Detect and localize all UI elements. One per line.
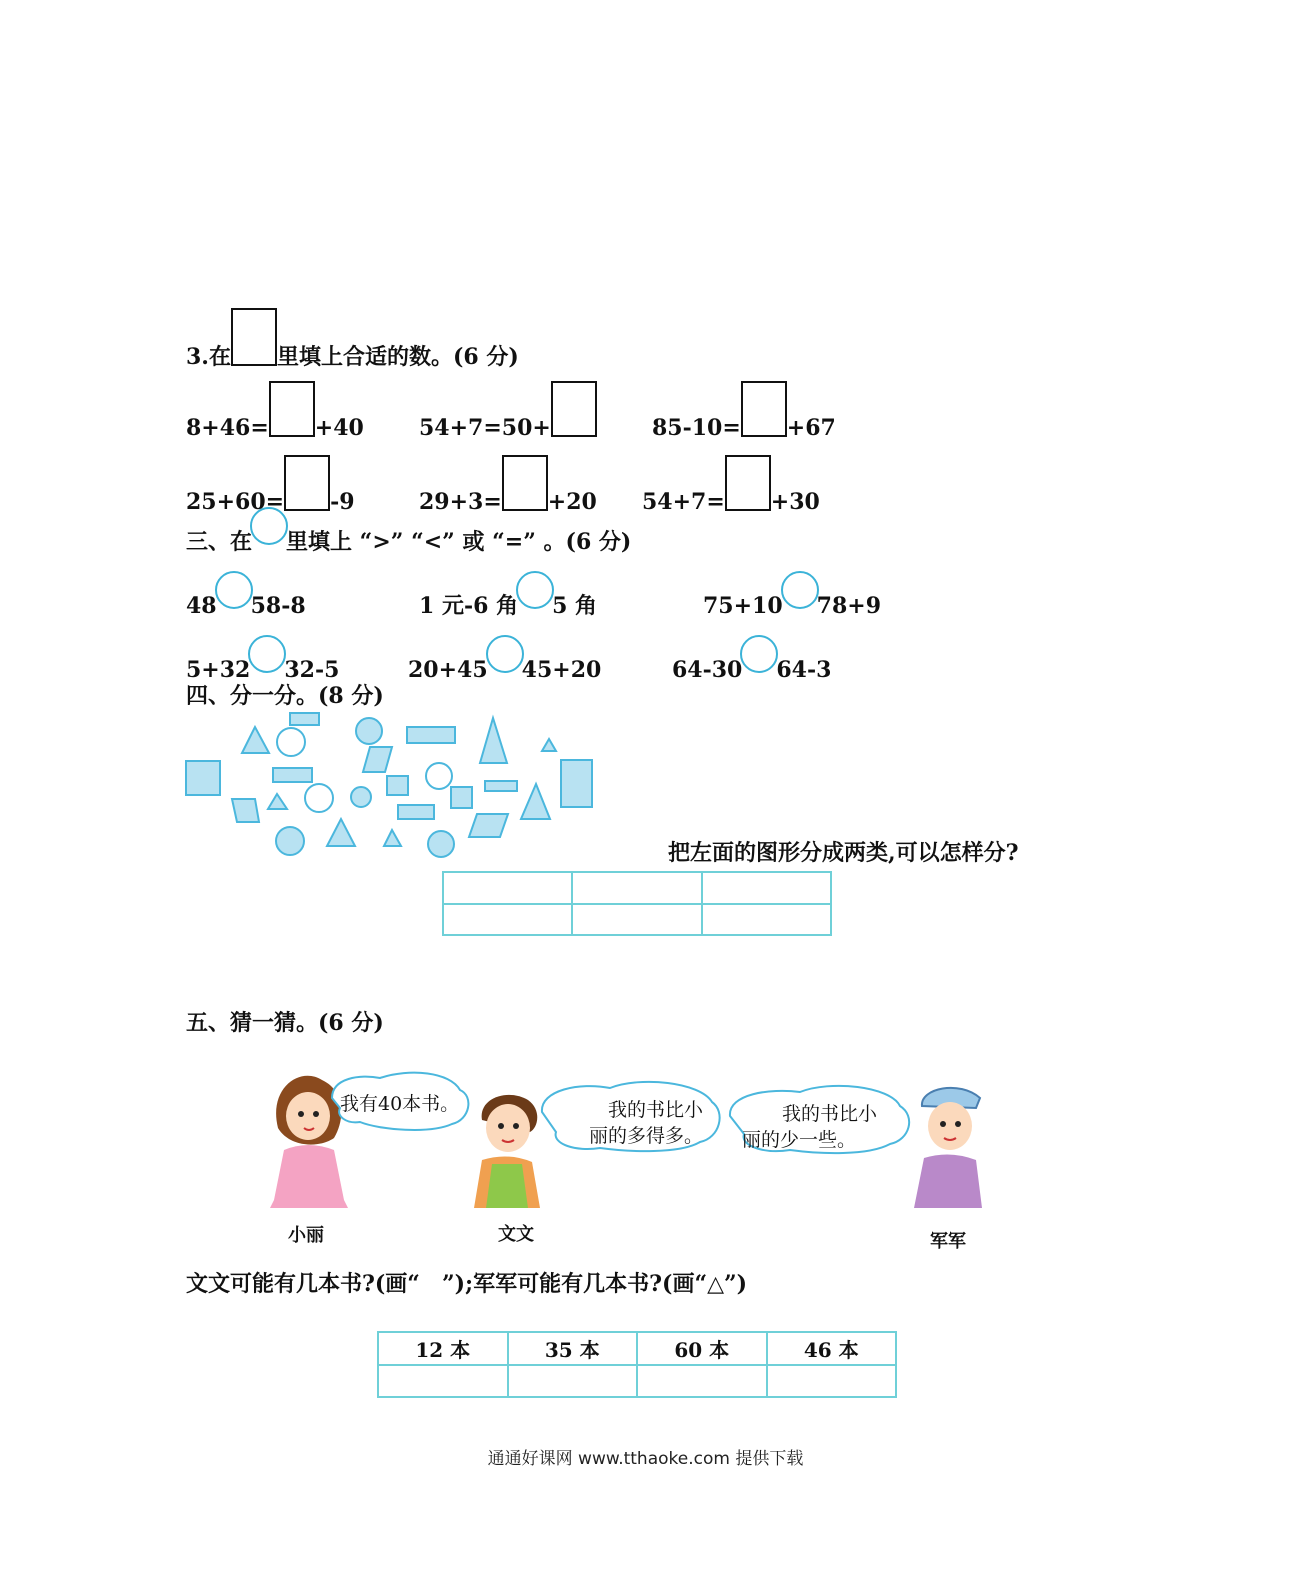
footer-credit: 通通好课网 www.tthaoke.com 提供下载 xyxy=(487,1449,804,1469)
sort-cell[interactable] xyxy=(702,872,831,904)
rectangle-shape xyxy=(451,787,472,808)
circle-shape xyxy=(428,831,454,857)
sort-cell[interactable] xyxy=(702,904,831,936)
shapes-cluster xyxy=(180,705,610,865)
junjun-figure xyxy=(914,1088,982,1208)
q3-title-prefix: 3.在 xyxy=(186,344,231,370)
option-cell: 35 本 xyxy=(508,1332,638,1365)
compare-circle[interactable] xyxy=(248,635,286,673)
answer-box[interactable] xyxy=(502,455,548,511)
q3-item: 25+60= -9 xyxy=(186,455,355,513)
speech-junjun: 我的书比小 丽的少一些。 xyxy=(742,1103,878,1151)
sort-cell[interactable] xyxy=(443,904,572,936)
name-junjun: 军军 xyxy=(930,1231,966,1252)
mark-cell[interactable] xyxy=(767,1365,897,1397)
rectangle-shape xyxy=(290,713,319,725)
q3-item: 54+7=50+ xyxy=(419,381,597,439)
sort-table xyxy=(442,871,832,936)
rectangle-shape xyxy=(387,776,408,795)
compare-circle[interactable] xyxy=(516,571,554,609)
name-wenwen: 文文 xyxy=(498,1224,534,1245)
triangle-shape xyxy=(384,830,401,846)
circle-shape xyxy=(277,728,305,756)
answer-box[interactable] xyxy=(741,381,787,437)
answer-box-sample xyxy=(231,308,277,366)
mark-cell[interactable] xyxy=(637,1365,767,1397)
s3-item: 48 58-8 xyxy=(186,571,306,617)
circle-shape xyxy=(356,718,382,744)
rectangle-shape xyxy=(273,768,312,782)
s4-title: 四、分一分。(8 分) xyxy=(186,683,384,709)
s3-title: 三、在 里填上 “>” “<” 或 “=” 。(6 分) xyxy=(186,507,631,553)
answer-box[interactable] xyxy=(269,381,315,437)
compare-circle-sample xyxy=(250,507,288,545)
wenwen-figure xyxy=(474,1095,540,1208)
answer-box[interactable] xyxy=(284,455,330,511)
s3-item: 75+10 78+9 xyxy=(703,571,881,617)
parallelogram-shape xyxy=(363,747,392,772)
s3-item: 1 元-6 角 5 角 xyxy=(419,571,597,617)
circle-shape xyxy=(426,763,452,789)
answer-box[interactable] xyxy=(725,455,771,511)
rectangle-shape xyxy=(407,727,455,743)
triangle-shape xyxy=(480,718,507,763)
speech-wenwen: 我的书比小 丽的多得多。 xyxy=(589,1099,704,1147)
sort-cell[interactable] xyxy=(572,904,701,936)
speech-xiaoli: 我有40本书。 xyxy=(340,1093,460,1115)
q3-title-suffix: 里填上合适的数。(6 分) xyxy=(276,344,519,370)
triangle-shape xyxy=(268,794,287,809)
triangle-shape xyxy=(521,784,550,819)
q3-title xyxy=(186,308,519,368)
circle-shape xyxy=(351,787,371,807)
option-cell: 12 本 xyxy=(378,1332,508,1365)
sort-cell[interactable] xyxy=(443,872,572,904)
options-table xyxy=(377,1331,897,1398)
q3-item: 54+7= +30 xyxy=(642,455,820,513)
option-cell: 46 本 xyxy=(767,1332,897,1365)
mark-cell[interactable] xyxy=(378,1365,508,1397)
name-xiaoli: 小丽 xyxy=(288,1225,324,1246)
triangle-shape xyxy=(327,819,355,846)
s3-item: 64-30 64-3 xyxy=(672,635,831,681)
parallelogram-shape xyxy=(232,799,259,822)
option-cell: 60 本 xyxy=(637,1332,767,1365)
circle-shape xyxy=(305,784,333,812)
square-shape xyxy=(186,761,220,795)
circle-shape xyxy=(276,827,304,855)
q3-item: 29+3= +20 xyxy=(419,455,597,513)
triangle-shape xyxy=(542,739,556,751)
s5-question: 文文可能有几本书?(画“ ”);军军可能有几本书?(画“△”) xyxy=(186,1271,748,1297)
compare-circle[interactable] xyxy=(486,635,524,673)
compare-circle[interactable] xyxy=(781,571,819,609)
s3-item: 5+32 32-5 xyxy=(186,635,339,681)
sort-cell[interactable] xyxy=(572,872,701,904)
answer-box[interactable] xyxy=(551,381,597,437)
rectangle-shape xyxy=(398,805,434,819)
s3-item: 20+45 45+20 xyxy=(408,635,601,681)
compare-circle[interactable] xyxy=(215,571,253,609)
parallelogram-shape xyxy=(469,814,508,837)
rectangle-shape xyxy=(561,760,592,807)
q3-item: 8+46= +40 xyxy=(186,381,364,439)
s4-question: 把左面的图形分成两类,可以怎样分? xyxy=(668,840,1019,866)
s5-title: 五、猜一猜。(6 分) xyxy=(186,1010,384,1036)
mark-cell[interactable] xyxy=(508,1365,638,1397)
triangle-shape xyxy=(242,727,269,753)
compare-circle[interactable] xyxy=(740,635,778,673)
rectangle-shape xyxy=(485,781,517,791)
q3-item: 85-10= +67 xyxy=(652,381,836,439)
